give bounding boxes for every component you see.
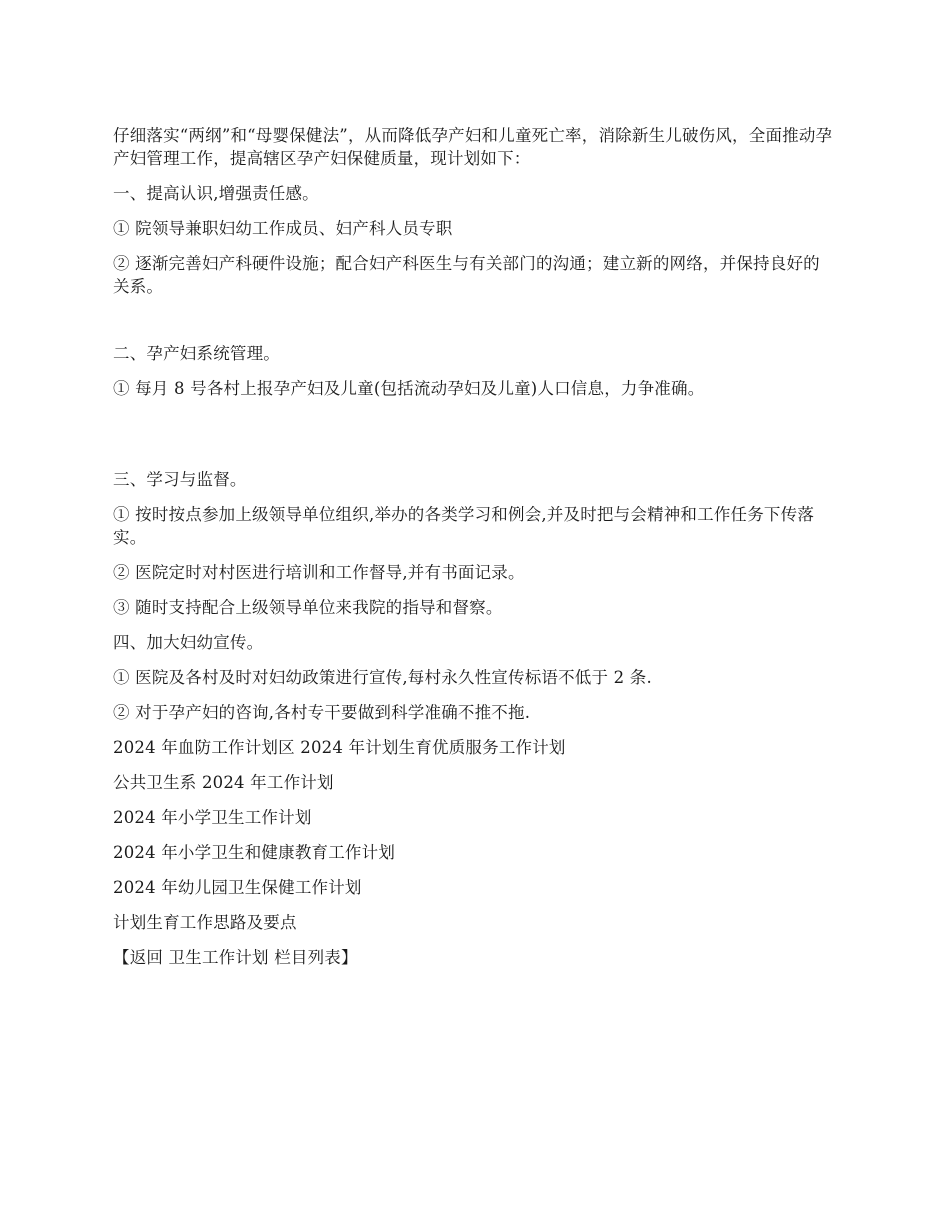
section-4-item-1: ① 医院及各村及时对妇幼政策进行宣传,每村永久性宣传标语不低于 2 条. <box>113 668 652 687</box>
related-link-2-text[interactable]: 公共卫生系 2024 年工作计划 <box>113 773 334 792</box>
section-3-item-1: ① 按时按点参加上级领导单位组织,举办的各类学习和例会,并及时把与会精神和工作任务下传落实。 <box>113 505 815 547</box>
back-to-list-link[interactable]: 【返回 卫生工作计划 栏目列表】 <box>113 948 358 967</box>
related-link-5[interactable] <box>113 876 833 899</box>
related-link-1-text[interactable]: 2024 年血防工作计划区 2024 年计划生育优质服务工作计划 <box>113 738 566 757</box>
related-link-5-text[interactable]: 2024 年幼儿园卫生保健工作计划 <box>113 878 362 897</box>
section-3-item-2: ② 医院定时对村医进行培训和工作督导,并有书面记录。 <box>113 563 525 582</box>
section-heading-4: 四、加大妇幼宣传。 <box>113 633 264 652</box>
section-4-item-2: ② 对于孕产妇的咨询,各村专干要做到科学准确不推不拖. <box>113 703 531 722</box>
section-heading-1: 一、提高认识,增强责任感。 <box>113 184 319 203</box>
section-heading-3: 三、学习与监督。 <box>113 470 247 489</box>
section-3-item-3: ③ 随时支持配合上级领导单位来我院的指导和督察。 <box>113 598 503 617</box>
related-link-6[interactable] <box>113 911 833 934</box>
related-link-2[interactable] <box>113 771 833 794</box>
back-to-list[interactable] <box>113 946 833 969</box>
document-body <box>113 124 833 981</box>
section-heading-2: 二、孕产妇系统管理。 <box>113 344 280 363</box>
related-link-3-text[interactable]: 2024 年小学卫生工作计划 <box>113 808 312 827</box>
section-1-item-1: ① 院领导兼职妇幼工作成员、妇产科人员专职 <box>113 219 453 238</box>
intro-paragraph: 仔细落实“两纲”和“母婴保健法”，从而降低孕产妇和儿童死亡率，消除新生儿破伤风，全面推动孕产妇管理工作，提高辖区孕产妇保健质量，现计划如下： <box>113 126 833 168</box>
section-2-item-1: ① 每月 8 号各村上报孕产妇及儿童(包括流动孕妇及儿童)人口信息，力争准确。 <box>113 379 705 398</box>
related-link-3[interactable] <box>113 806 833 829</box>
related-link-4-text[interactable]: 2024 年小学卫生和健康教育工作计划 <box>113 843 396 862</box>
related-link-1[interactable] <box>113 736 833 759</box>
related-link-4[interactable] <box>113 841 833 864</box>
section-1-item-2: ② 逐渐完善妇产科硬件设施；配合妇产科医生与有关部门的沟通；建立新的网络，并保持良好的关系。 <box>113 254 820 296</box>
related-link-6-text[interactable]: 计划生育工作思路及要点 <box>113 913 297 932</box>
